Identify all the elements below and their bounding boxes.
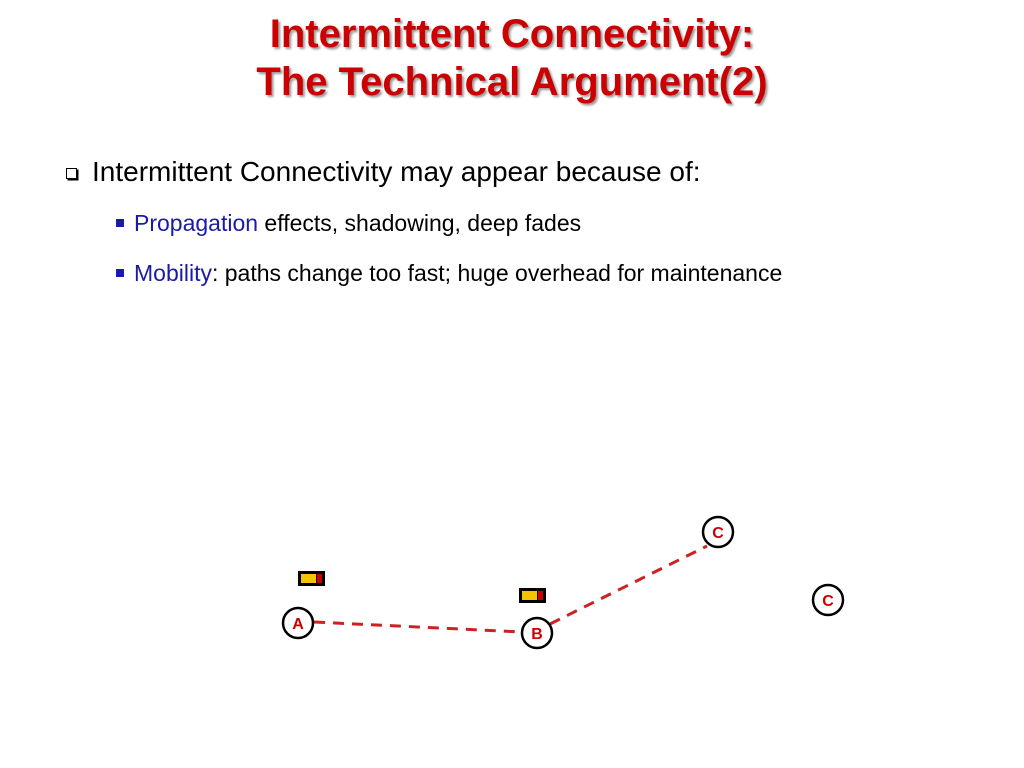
slide-title-line-2: The Technical Argument(2) [256,60,768,104]
sub-bullet-keyword: Propagation [134,210,259,236]
sub-bullet-keyword: Mobility [134,260,212,286]
link-b-c [550,546,707,624]
sub-bullet-text: effects, shadowing, deep fades [258,210,582,236]
battery-icon [519,588,546,603]
node-b [522,618,552,648]
node-a [283,608,313,638]
node-label: C [822,593,834,610]
link-a-b [314,622,522,632]
node-c-right [813,585,843,615]
node-label: B [531,626,543,643]
bullet-main-text: Intermittent Connectivity may appear because of: [92,156,701,187]
sub-bullet-text: : paths change too fast; huge overhead for maintenance [211,260,783,286]
node-c-top [703,517,733,547]
slide-title-line-1: Intermittent Connectivity: [269,12,755,56]
node-label: A [292,616,304,633]
battery-icon [298,571,325,586]
node-label: C [712,525,724,542]
